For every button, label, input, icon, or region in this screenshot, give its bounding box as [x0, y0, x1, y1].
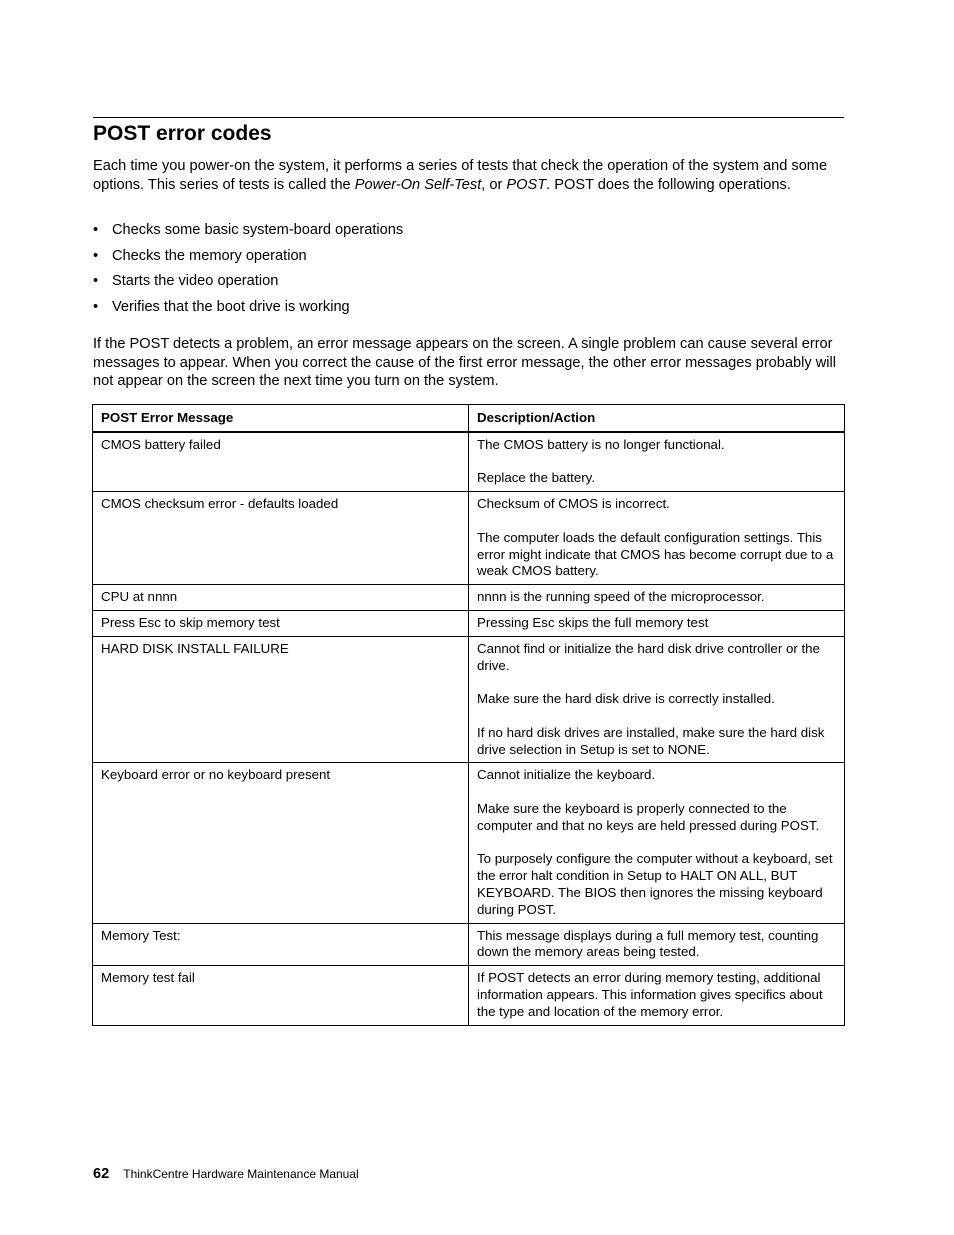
- description-text: The computer loads the default configuration settings. This error might indicate that CMOS has become corrupt due to a weak CMOS battery.: [477, 529, 834, 579]
- page-heading: POST error codes: [93, 122, 272, 145]
- page-number: 62: [93, 1166, 110, 1182]
- description-text: Make sure the keyboard is properly connected to the computer and that no keys are held pressed during POST.: [477, 800, 820, 833]
- table-row: [93, 610, 845, 636]
- description-text: Cannot initialize the keyboard.: [477, 767, 656, 783]
- error-message-cell: CMOS checksum error - defaults loaded: [93, 492, 469, 585]
- description-text: If POST detects an error during memory testing, additional information appears. This information gives specifics about the type and location of the memory error.: [477, 970, 823, 1019]
- table-row: [93, 763, 845, 923]
- description-text: Pressing Esc skips the full memory test: [477, 614, 709, 630]
- list-item: • Verifies that the boot drive is working: [93, 298, 403, 324]
- description-text: If no hard disk drives are installed, make sure the hard disk drive selection in Setup is set to NONE.: [477, 724, 825, 757]
- description-text: Replace the battery.: [477, 470, 596, 486]
- description-text: The CMOS battery is no longer functional.: [477, 436, 725, 452]
- manual-title: ThinkCentre Hardware Maintenance Manual: [123, 1167, 359, 1181]
- description-text: Make sure the hard disk drive is correctly installed.: [477, 691, 775, 707]
- description-text: Checksum of CMOS is incorrect.: [477, 496, 670, 512]
- table-row: [93, 432, 845, 492]
- description-cell: [469, 763, 845, 923]
- intro-text-1: Each time you power-on the system, it performs a series of tests that check the operation of the system and some options. This series of tests is called the: [93, 158, 828, 193]
- table-row: [93, 966, 845, 1025]
- error-message-cell: Press Esc to skip memory test: [93, 610, 469, 636]
- description-cell: [469, 432, 845, 492]
- description-text: nnnn is the running speed of the microprocessor.: [477, 589, 765, 605]
- error-message-cell: CMOS battery failed: [93, 432, 469, 492]
- description-cell: [469, 636, 845, 763]
- intro-emphasis-1: Power-On Self-Test: [354, 176, 482, 193]
- table-row: [93, 492, 845, 585]
- intro-paragraph: [93, 157, 845, 194]
- post-error-table: [92, 404, 845, 1026]
- column-header-message: POST Error Message: [93, 405, 469, 432]
- list-item: • Checks the memory operation: [93, 247, 403, 273]
- intro-text-3: . POST does the following operations.: [546, 176, 791, 193]
- table-header-row: [93, 405, 845, 432]
- error-message-cell: CPU at nnnn: [93, 585, 469, 611]
- error-message-cell: Memory Test:: [93, 923, 469, 966]
- page-footer: [93, 1165, 359, 1183]
- description-cell: [469, 585, 845, 611]
- description-text: To purposely configure the computer without a keyboard, set the error halt condition in Setup to HALT ON ALL, BUT KEYBOARD. The BIOS then ignores the missing keyboard during POST.: [477, 851, 833, 917]
- description-cell: [469, 966, 845, 1025]
- description-cell: [469, 923, 845, 966]
- table-row: [93, 923, 845, 966]
- post-problem-paragraph: If the POST detects a problem, an error message appears on the screen. A single problem can cause several error messages to appear. When you correct the cause of the first error message, the other error messages probably will not appear on the screen the next time you turn on the system.: [93, 336, 837, 389]
- description-text: This message displays during a full memory test, counting down the memory areas being tested.: [477, 927, 819, 960]
- description-cell: [469, 492, 845, 585]
- description-text: Cannot find or initialize the hard disk drive controller or the drive.: [477, 640, 820, 673]
- operations-list: [93, 221, 403, 323]
- error-message-cell: Keyboard error or no keyboard present: [93, 763, 469, 923]
- intro-emphasis-2: POST: [506, 176, 547, 193]
- heading-rule: [93, 117, 844, 118]
- list-item: • Checks some basic system-board operations: [93, 221, 403, 247]
- error-message-cell: HARD DISK INSTALL FAILURE: [93, 636, 469, 763]
- list-item: • Starts the video operation: [93, 272, 403, 298]
- table-row: [93, 636, 845, 763]
- intro-text-2: , or: [481, 176, 507, 193]
- column-header-description: Description/Action: [469, 405, 845, 432]
- error-message-cell: Memory test fail: [93, 966, 469, 1025]
- table-row: [93, 585, 845, 611]
- description-cell: [469, 610, 845, 636]
